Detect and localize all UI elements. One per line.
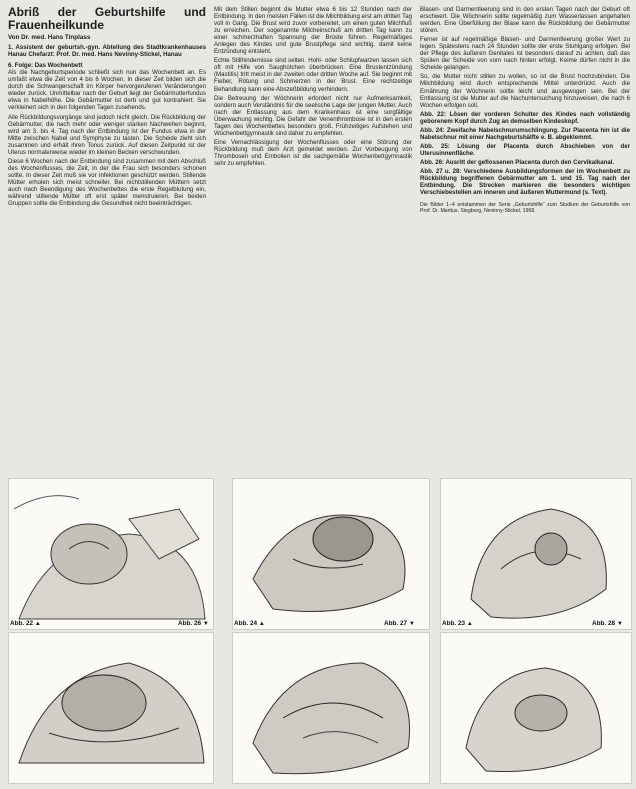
figure-abb-23 [440, 478, 632, 630]
article-author: Von Dr. med. Hans Tinplass [8, 34, 91, 41]
paragraph: Diese 6 Wochen nach der Entbindung sind zusammen mit dem Abschluß des Wochenflusses, die Zeit, in der die Frau sich besonders schonen sollte. In dieser Zeit muß sie vor Infektionen geschützt werden. Stillende Mütter erholen sich meist schneller. Bei nichtstillenden Müttern setzt auch nach Beendigung des Wochenbettes die erste Regelblutung ein, während stillende Mütter oft erst später menstruieren. Bei beiden Gruppen sollte die Entbindung die Gesundheit nicht beeinträchtigen. [8, 157, 206, 208]
figure-label: Abb. 26 ▼ [178, 620, 209, 627]
image-credit-note: Die Bilder 1–4 entstammen der Serie „Geburtshilfe“ zum Studium der Geburtshilfe von Prof. Dr. Martius, Siegburg, Nevinny-Stickel, 1968. [420, 202, 630, 215]
arrow-down-icon: ▼ [202, 621, 209, 627]
arrow-up-icon: ▲ [258, 621, 265, 627]
paragraph: Echte Stillhindernisse sind selten. Hohl- oder Schlupfwarzen lassen sich oft mit Hilfe von Saughütchen überbrücken. Eine Brustentzündung (Mastitis) tritt meist in der zweiten oder dritten Woche auf. Sie beginnt mit Fieber, Rötung und Schmerzen in der Brust. Eine rechtzeitige Behandlung kann eine Abszeßbildung verhindern. [214, 57, 412, 93]
figure-label: Abb. 22 ▲ [10, 620, 41, 627]
text-column-2 [214, 6, 412, 476]
figure-abb-27 [232, 632, 430, 784]
arrow-down-icon: ▼ [408, 621, 415, 627]
arrow-up-icon: ▲ [34, 621, 41, 627]
figure-caption: Abb. 26: Ausritt der geflossenen Placenta durch den Cervikalkanal. [420, 158, 615, 166]
text-column-3 [420, 6, 630, 476]
figure-abb-24 [232, 478, 430, 630]
illustration-uterus-day1 [233, 633, 429, 783]
figure-abb-22 [8, 478, 214, 630]
figure-label: Abb. 23 ▲ [442, 620, 473, 627]
text-column-1 [8, 6, 206, 476]
figure-caption: Abb. 24: Zweifache Nabelschnurumschlingung. Zur Placenta hin ist die Nabelschnur mit einer Nachgeburtshälfte e. B. abgeklemmt. [420, 126, 630, 141]
paragraph: Alle Rückbildungsvorgänge sind jedoch nicht gleich. Die Rückbildung der Gebärmutter, die nach mehr oder weniger starken Nachwehen beginnt, wird am 3. bis 4. Tag nach der Entbindung ist der Fundus etwa in der Mitte zwischen Nabel und Symphyse zu tasten. Die Scheide zieht sich zusammen und erhält ihren Tonus zurück. Auf diesen Zeitpunkt ist der Uterus normalerweise wieder im kleinen Becken verschwunden. [8, 113, 206, 156]
illustration-delivery-shoulder [9, 479, 213, 629]
paragraph: Mit dem Stillen beginnt die Mutter etwa 6 bis 12 Stunden nach der Entbindung. In den meisten Fällen ist die Milchbildung erst am dritten Tag voll in Gang. Die Brust wird zuvor vorbereitet, um einen guten Milchfluß zu erreichen. Der sogenannte Milcheinschuß am dritten Tag kann zu einer schmerzhaften Spannung der Brüste führen. Regelmäßiges Anlegen des Kindes und gute Brustpflege sind wichtig, damit keine Entzündung entsteht. [214, 6, 412, 56]
illustration-uterus-day15 [441, 633, 631, 783]
figure-abb-28 [440, 632, 632, 784]
illustration-placenta-birth [9, 633, 213, 783]
figure-caption: Abb. 27 u. 28: Verschiedene Ausbildungsformen der im Wochenbett zu Rückbildung begriffenen Gebärmutter am 1. und 15. Tag nach der Entbindung. Die Strecken markieren die besonders wichtigen Verschiebestellen am inneren und äußeren Muttermund (s. Text). [420, 167, 630, 197]
paragraph: Ferner ist auf regelmäßige Blasen- und Darmentleerung großer Wert zu legen. Spätestens nach 24 Stunden sollte der erste Stuhlgang erfolgen. Bei der Pflege des äußeren Genitales ist besonders darauf zu achten, daß das Spülen der Scheide von vorn nach hinten erfolgt. Keime dürfen nicht in die Scheide gelangen. [420, 36, 630, 72]
paragraph: Die Betreuung der Wöchnerin erfordert nicht nur Aufmerksamkeit, sondern auch Verständnis für die seelische Lage der jungen Mutter. Auch nach der Entlassung aus dem Krankenhaus ist eine sorgfältige Überwachung wichtig. Die Gefahr der Venenthrombose ist in den ersten Tagen des Wochenbettes besonders groß. Frühzeitiges Aufstehen und Wochenbettgymnastik sind daher zu empfehlen. [214, 94, 412, 137]
paragraph: Blasen- und Darmentleerung sind in den ersten Tagen nach der Geburt oft erschwert. Die Wöchnerin sollte regelmäßig zum Wasserlassen angehalten werden. Eine Überfüllung der Blase kann die Rückbildung der Gebärmutter stören. [420, 6, 630, 35]
figure-abb-26 [8, 632, 214, 784]
section-heading: 6. Folge: Das Wochenbett [8, 62, 83, 70]
illustration-pelvis-section [441, 479, 631, 629]
figure-label: Abb. 27 ▼ [384, 620, 415, 627]
article-title: Abriß der Geburtshilfe und Frauenheilkunde [8, 6, 206, 32]
illustration-uterus-section [233, 479, 429, 629]
arrow-down-icon: ▼ [616, 621, 623, 627]
author-affiliation: 1. Assistent der geburtsh.-gyn. Abteilung des Stadtkrankenhauses Hanau Chefarzt: Prof. Dr. med. Hans Nevinny-Stickel, Hanau [8, 44, 206, 59]
figure-caption: Abb. 22: Lösen der vorderen Schulter des Kindes nach vollständig geborenem Kopf durch Zug an demselben Kindeskopf. [420, 110, 630, 125]
figure-label: Abb. 24 ▲ [234, 620, 265, 627]
paragraph: Eine Vernachlässigung der Wochenflusses oder eine Störung der Rückbildung muß dem Arzt gemeldet werden. Zur Vorbeugung von Thrombosen und Embolien ist die sachgemäße Wochenbettgymnastik sehr zu empfehlen. [214, 138, 412, 167]
figure-caption: Abb. 25: Lösung der Placenta durch Abschieben von der Uterusinnenfläche. [420, 142, 630, 157]
paragraph: So, die Mutter nicht stillen zu wollen, so ist die Brust hochzubinden. Die Milchbildung wird durch entsprechende Mittel unterdrückt. Auch die Ernährung der Wöchnerin sollte leicht und ausgewogen sein. Bei der Entlassung ist die Mutter auf die Nachuntersuchung hinzuweisen, die nach 6 Wochen erfolgen soll. [420, 73, 630, 109]
arrow-up-icon: ▲ [466, 621, 473, 627]
paragraph: Als die Nachgeburtsperiode schließt sich nun das Wochenbett an. Es umfaßt etwa die Zeit von 4 bis 6 Wochen. In dieser Zeit bilden sich die durch die Schwangerschaft im Körper hervorgerufenen Veränderungen wieder zurück. Unmittelbar nach der Geburt liegt der Gebärmutterfundus etwa in Nabelhöhe. Die Gebärmutter ist derb und gut kontrahiert. Sie verkleinert sich in den folgenden Tagen zusehends. [8, 69, 206, 112]
figure-label: Abb. 28 ▼ [592, 620, 623, 627]
